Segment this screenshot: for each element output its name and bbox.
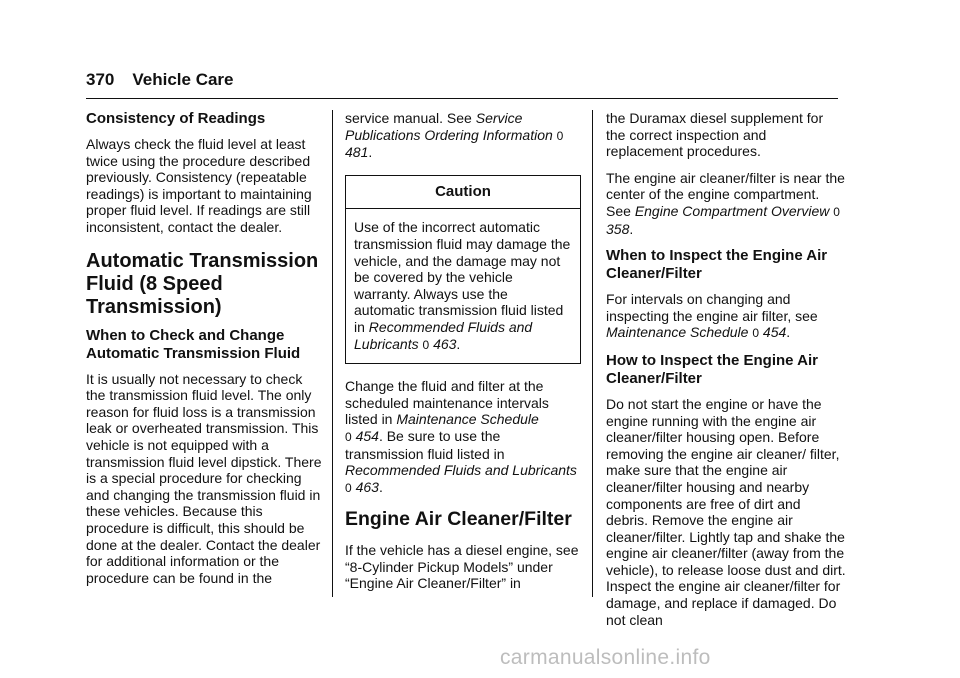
when-inspect-paragraph: For intervals on changing and inspecting the engine air filter, see Maintenance Schedule 0 454. (606, 291, 818, 341)
page-header (86, 70, 838, 96)
how-inspect-paragraph: Do not start the engine or have the engine running with the engine air cleaner/filter housing open. Before removing the engine air cleaner/ filter, make sure that the engine air cleaner/filter housing and nearby components are free of dirt and debris. Remove the engine air cleaner/filter. Lightly tap and shake the engine air cleaner/filter (away from the vehicle), to release loose dust and dirt. Inspect the engine air cleaner/filter for damage, and replace if damaged. Do not clean (606, 395, 846, 628)
caution-title: Caution (346, 176, 580, 210)
section-title: Vehicle Care (132, 70, 234, 89)
page-ref-arrow-icon: 0 (422, 337, 430, 352)
page-ref[interactable]: 358 (606, 220, 630, 237)
xref-link[interactable]: Service Publications Ordering Information (345, 110, 553, 143)
column-divider (592, 110, 593, 597)
change-fluid-paragraph: Change the fluid and filter at the scheduled maintenance intervals listed in Maintenance Schedule 0 454. Be sure to use the transmission fluid listed in Recommended Fluids and Lubricants 0 463. (345, 378, 577, 495)
text: service manual. See (345, 110, 476, 126)
how-inspect-heading: How to Inspect the Engine Air Cleaner/Filter (606, 351, 818, 387)
column-2 (345, 110, 581, 602)
page-ref[interactable]: 454 (762, 324, 787, 341)
column-1 (86, 110, 324, 596)
column-divider (332, 110, 333, 597)
xref-link[interactable]: Recommended Fluids and Lubricants (354, 318, 533, 352)
xref-link[interactable]: Engine Compartment Overview (634, 202, 830, 219)
atf-heading-line: Automatic Transmission (86, 249, 319, 272)
atf-heading-line: Fluid (8 Speed (86, 272, 223, 295)
text: Change the fluid and filter at the scheduled maintenance intervals listed in (345, 378, 549, 428)
page-ref-arrow-icon: 0 (556, 128, 564, 143)
page-ref-arrow-icon: 0 (345, 429, 352, 444)
xref-link[interactable]: Recommended Fluids and Lubricants (345, 462, 577, 479)
page-number: 370 (86, 70, 115, 89)
atf-heading (86, 250, 324, 319)
watermark: carmanualsonline.info (500, 646, 711, 669)
when-check-paragraph: It is usually not necessary to check the transmission fluid level. The only reason for fluid loss is a transmission leak or overheated transmission. This vehicle is not equipped with a transmission fluid level dipstick. There is a special procedure for checking and changing the transmission fluid in these vehicles. Because this procedure is difficult, this should be done at the dealer. Contact the dealer for additional information or the procedure can be found in the (86, 370, 322, 586)
page-ref-arrow-icon: 0 (833, 204, 840, 219)
consistency-paragraph: Always check the fluid level at least twice using the procedure described previously. Consistency (repeatable readings) is important to maintaining proper fluid level. If readings are still inconsistent, contact the dealer. (86, 136, 312, 235)
page-ref[interactable]: 463 (355, 478, 379, 495)
duramax-paragraph: the Duramax diesel supplement for the correct inspection and replacement procedures. (606, 110, 824, 160)
engine-air-paragraph: If the vehicle has a diesel engine, see “8-Cylinder Pickup Models” under “Engine Air Cleaner/Filter” in (345, 542, 579, 592)
text: . Be sure to use the transmission fluid listed in (345, 427, 505, 462)
text: The engine air cleaner/filter is near the center of the engine compartment. See (606, 169, 845, 219)
when-check-heading: When to Check and Change Automatic Transmission Fluid (86, 326, 301, 362)
page-ref[interactable]: 463 (433, 335, 457, 352)
location-paragraph: The engine air cleaner/filter is near the center of the engine compartment. See Engine Compartment Overview 0 358. (606, 169, 845, 237)
column-3 (606, 110, 846, 638)
text: For intervals on changing and inspecting the engine air filter, see (606, 291, 818, 324)
header-rule (86, 98, 838, 99)
consistency-heading: Consistency of Readings (86, 110, 266, 127)
caution-box (345, 175, 581, 364)
service-manual-paragraph: service manual. See Service Publications Ordering Information 0 481. (345, 110, 564, 161)
xref-link[interactable]: Maintenance Schedule (396, 411, 539, 428)
page-ref[interactable]: 454 (355, 427, 379, 444)
caution-body: Use of the incorrect automatic transmission fluid may damage the vehicle, and the damage may not be covered by the vehicle warranty. Always use the automatic transmission fluid listed in Recommended Fluids and Lubricants 0 463. (354, 219, 571, 352)
text: Use of the incorrect automatic transmission fluid may damage the vehicle, and the damage may not be covered by the vehicle warranty. Always use the automatic transmission fluid listed in (354, 219, 571, 335)
atf-heading-line: Transmission) (86, 295, 222, 318)
page-ref-arrow-icon: 0 (752, 326, 760, 341)
page-ref[interactable]: 481 (345, 144, 369, 161)
xref-link[interactable]: Maintenance Schedule (606, 324, 749, 341)
engine-air-heading: Engine Air Cleaner/Filter (345, 508, 572, 531)
when-inspect-heading: When to Inspect the Engine Air Cleaner/Filter (606, 247, 828, 283)
page-ref-arrow-icon: 0 (345, 480, 352, 495)
